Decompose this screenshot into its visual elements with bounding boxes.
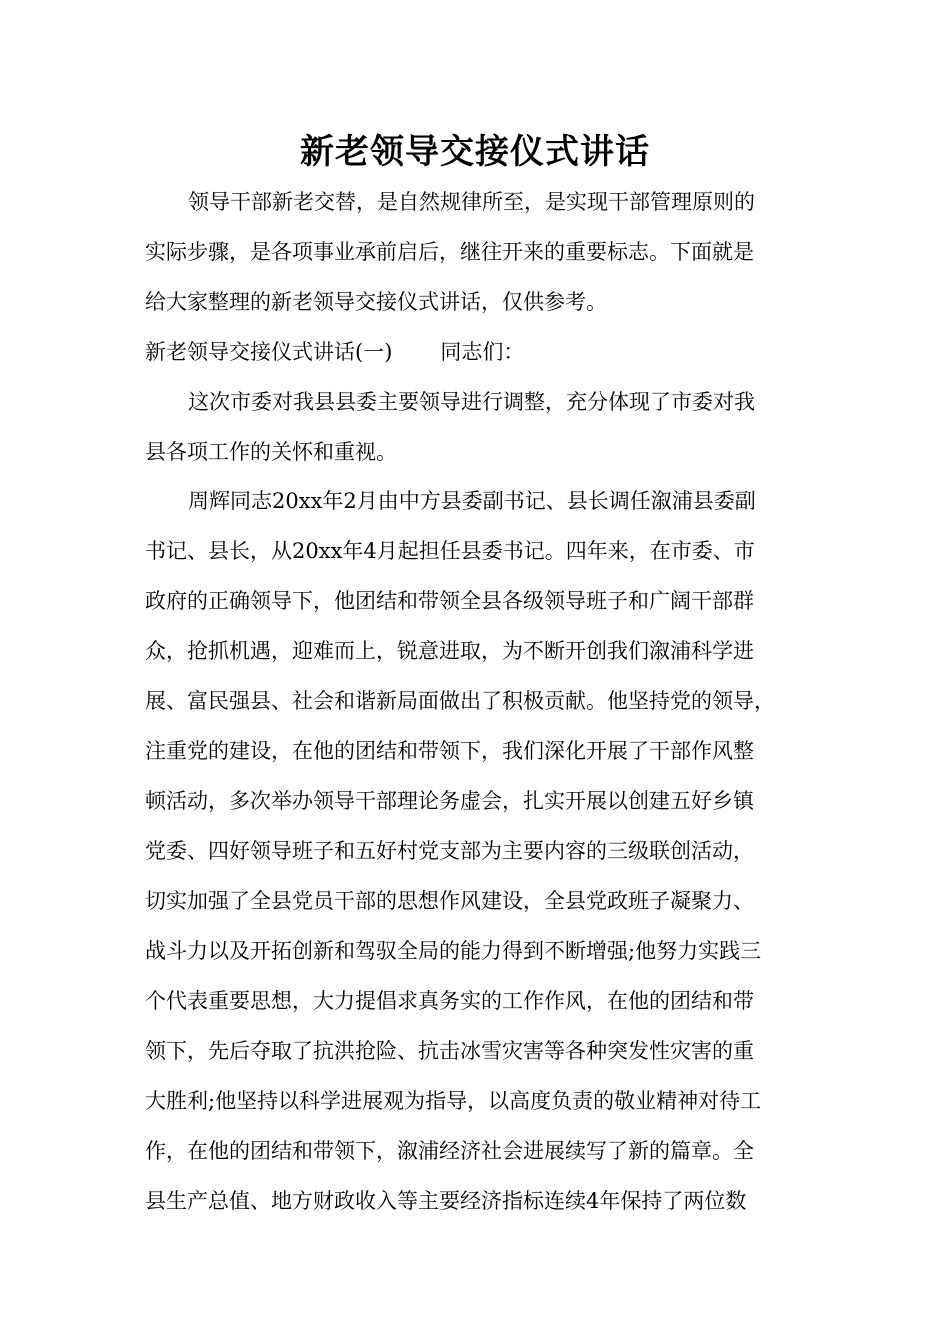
paragraph-line: 作，在他的团结和带领下，溆浦经济社会进展续写了新的篇章。全 bbox=[145, 1139, 754, 1163]
paragraph-line: 书记、县长，从20xx年4月起担任县委书记。四年来，在市委、市 bbox=[145, 539, 755, 563]
document-title: 新老领导交接仪式讲话 bbox=[300, 132, 650, 172]
paragraph-line: 县各项工作的关怀和重视。 bbox=[145, 440, 397, 464]
paragraph-line: 党委、四好领导班子和五好村党支部为主要内容的三级联创活动， bbox=[145, 839, 754, 863]
paragraph-line: 展、富民强县、社会和谐新局面做出了积极贡献。他坚持党的领导， bbox=[145, 689, 775, 713]
paragraph-line: 注重党的建设，在他的团结和带领下，我们深化开展了干部作风整 bbox=[145, 739, 754, 763]
paragraph-line: 周辉同志20xx年2月由中方县委副书记、县长调任溆浦县委副 bbox=[188, 489, 756, 513]
section-heading: 新老领导交接仪式讲话(一) bbox=[145, 340, 393, 364]
paragraph-line: 领下，先后夺取了抗洪抢险、抗击冰雪灾害等各种突发性灾害的重 bbox=[145, 1039, 754, 1063]
intro-line: 领导干部新老交替，是自然规律所至，是实现干部管理原则的 bbox=[188, 190, 755, 214]
paragraph-line: 切实加强了全县党员干部的思想作风建设，全县党政班子凝聚力、 bbox=[145, 889, 754, 913]
paragraph-line: 个代表重要思想，大力提倡求真务实的工作作风，在他的团结和带 bbox=[145, 989, 754, 1013]
paragraph-line: 顿活动，多次举办领导干部理论务虚会，扎实开展以创建五好乡镇 bbox=[145, 789, 754, 813]
intro-line: 给大家整理的新老领导交接仪式讲话，仅供参考。 bbox=[145, 290, 607, 314]
paragraph-line: 县生产总值、地方财政收入等主要经济指标连续4年保持了两位数 bbox=[145, 1189, 747, 1213]
paragraph-line: 这次市委对我县县委主要领导进行调整，充分体现了市委对我 bbox=[188, 390, 755, 414]
paragraph-line: 众，抢抓机遇，迎难而上，锐意进取，为不断开创我们溆浦科学进 bbox=[145, 639, 754, 663]
salutation: 同志们： bbox=[440, 340, 525, 364]
paragraph-line: 战斗力以及开拓创新和驾驭全局的能力得到不断增强;他努力实践三 bbox=[145, 939, 762, 963]
paragraph-line: 大胜利;他坚持以科学进展观为指导，以高度负责的敬业精神对待工 bbox=[145, 1089, 762, 1113]
paragraph-line: 政府的正确领导下，他团结和带领全县各级领导班子和广阔干部群 bbox=[145, 589, 754, 613]
intro-line: 实际步骤，是各项事业承前启后，继往开来的重要标志。下面就是 bbox=[145, 240, 754, 264]
section-heading-line bbox=[145, 337, 524, 367]
